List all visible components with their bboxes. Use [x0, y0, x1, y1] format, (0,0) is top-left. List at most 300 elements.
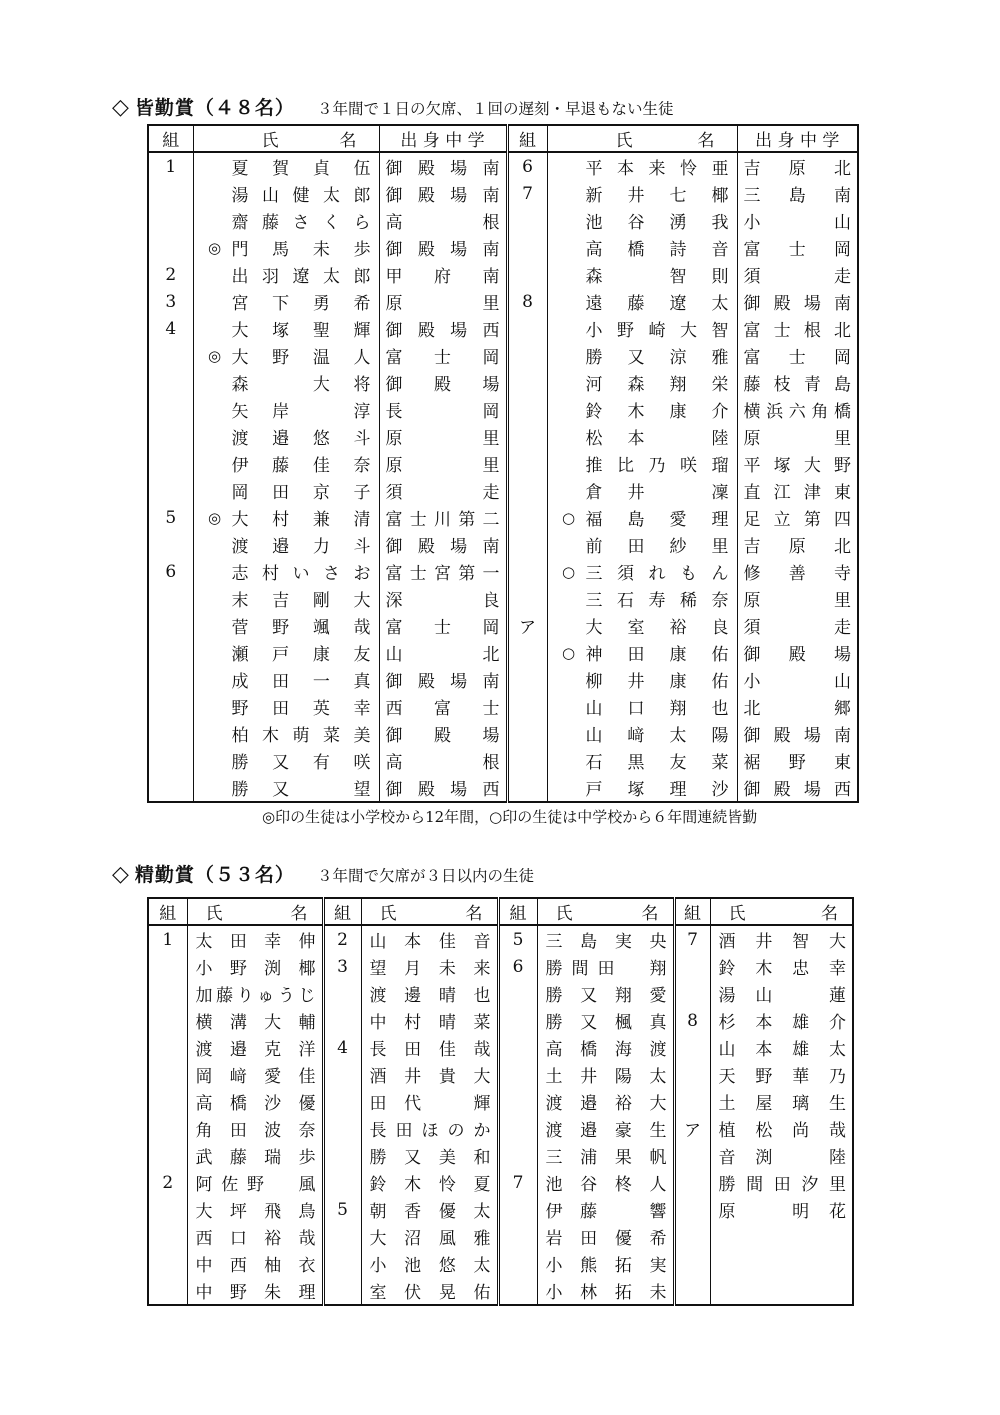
table-row [148, 1034, 853, 1061]
class-number: 6 [148, 558, 193, 585]
class-number [148, 1007, 187, 1034]
student-name-cell [547, 288, 737, 315]
class-number [148, 234, 193, 261]
class-number [148, 1196, 187, 1223]
header-name-left: 氏 [261, 131, 281, 151]
table-row [148, 666, 858, 693]
attendance-mark: ○ [561, 562, 576, 581]
table-row [148, 315, 858, 342]
class-number [148, 477, 193, 504]
class-number [507, 261, 547, 288]
student-name: 武藤瑞歩 [187, 1142, 323, 1169]
junior-high-school: 甲府南 [379, 261, 507, 288]
student-name: 小野崎大智 [585, 321, 729, 341]
class-number [148, 612, 193, 639]
class-number [507, 369, 547, 396]
header-class: 組 [498, 898, 537, 925]
student-name: 推比乃咲瑠 [585, 456, 729, 476]
class-number: 8 [674, 1007, 710, 1034]
student-name: 天野華乃 [710, 1061, 853, 1088]
good-attendance-table [147, 897, 854, 1306]
header-class: 組 [148, 898, 187, 925]
junior-high-school: 小 山 [737, 207, 858, 234]
class-number [148, 747, 193, 774]
student-name: 岡田京子 [231, 483, 371, 503]
table-row [148, 234, 858, 261]
junior-high-school: 御殿場 [379, 369, 507, 396]
junior-high-school: 御殿場南 [379, 666, 507, 693]
attendance-mark: ◎ [207, 238, 222, 257]
student-name: 酒井貴大 [361, 1061, 498, 1088]
student-name: 齋藤さくら [231, 213, 371, 233]
header-name-right: 名 [465, 904, 483, 924]
student-name: 倉井 凜 [585, 483, 729, 503]
attendance-mark: ○ [561, 508, 576, 527]
junior-high-school: 富士川第二 [379, 504, 507, 531]
junior-high-school: 長 岡 [379, 396, 507, 423]
junior-high-school: 富士根北 [737, 315, 858, 342]
class-number: 5 [148, 504, 193, 531]
student-name: 勝又涼雅 [585, 348, 729, 368]
student-name: 石黒友菜 [585, 753, 729, 773]
student-name-cell [547, 261, 737, 288]
student-name: 渡邊晴也 [361, 980, 498, 1007]
student-name-cell [547, 152, 737, 180]
student-name: 高橋沙優 [187, 1088, 323, 1115]
class-number [498, 1007, 537, 1034]
attendance-mark: ○ [561, 643, 576, 662]
junior-high-school: 藤枝青島 [737, 369, 858, 396]
student-name: 田代 輝 [361, 1088, 498, 1115]
class-number [507, 423, 547, 450]
junior-high-school: 原 里 [737, 585, 858, 612]
student-name-cell [547, 585, 737, 612]
student-name: 渡邉力斗 [231, 537, 371, 557]
class-number [498, 1250, 537, 1277]
student-name: 角田波奈 [187, 1115, 323, 1142]
diamond-icon: ◇ [112, 862, 129, 887]
junior-high-school: 須 走 [737, 261, 858, 288]
junior-high-school: 御殿場南 [379, 180, 507, 207]
class-number [507, 720, 547, 747]
header-name-left: 氏 [728, 904, 746, 924]
junior-high-school: 吉原北 [737, 152, 858, 180]
header-name-right: 名 [697, 131, 717, 151]
table-row [148, 450, 858, 477]
student-name: 池谷湧我 [585, 213, 729, 233]
section2-heading [112, 860, 534, 887]
class-number [498, 1142, 537, 1169]
class-number [507, 558, 547, 585]
junior-high-school: 北 郷 [737, 693, 858, 720]
student-name: 中村晴菜 [361, 1007, 498, 1034]
student-name-cell [193, 666, 379, 693]
table-row [148, 1196, 853, 1223]
student-name-cell [547, 207, 737, 234]
table-row [148, 558, 858, 585]
class-number [507, 774, 547, 802]
table-row [148, 612, 858, 639]
student-name: 志村いさお [231, 564, 371, 584]
class-number: 5 [498, 925, 537, 953]
class-number [507, 207, 547, 234]
student-name-cell [193, 693, 379, 720]
junior-high-school: 御殿場南 [737, 720, 858, 747]
junior-high-school: 直江津東 [737, 477, 858, 504]
student-name: 加藤りゅうじ [187, 980, 323, 1007]
header-name [537, 898, 674, 925]
student-name: 柏木萌菜美 [231, 726, 371, 746]
class-number [148, 1034, 187, 1061]
student-name-cell [547, 558, 737, 585]
junior-high-school: 御殿場南 [379, 234, 507, 261]
student-name-cell [547, 747, 737, 774]
student-name: 原 明花 [710, 1196, 853, 1223]
junior-high-school: 須 走 [379, 477, 507, 504]
student-name-cell [547, 369, 737, 396]
header-name-right: 名 [821, 904, 838, 924]
student-name: 杉本雄介 [710, 1007, 853, 1034]
class-number [323, 1061, 361, 1088]
table-row [148, 1277, 853, 1305]
student-name-cell [547, 720, 737, 747]
table-row [148, 1250, 853, 1277]
junior-high-school: 横浜六角橋 [737, 396, 858, 423]
student-name-cell [547, 234, 737, 261]
junior-high-school: 高 根 [379, 207, 507, 234]
table-row [148, 747, 858, 774]
class-number: 6 [498, 953, 537, 980]
student-name: 勝間田 翔 [537, 953, 674, 980]
student-name: 三石寿稀奈 [585, 591, 729, 611]
junior-high-school: 富士岡 [737, 234, 858, 261]
student-name: 夏賀貞伍 [231, 159, 371, 179]
student-name: 菅野颯哉 [231, 618, 371, 638]
class-number [148, 1142, 187, 1169]
student-name-cell [193, 152, 379, 180]
header-class: 組 [323, 898, 361, 925]
student-name: 野田英幸 [231, 699, 371, 719]
student-name-cell [193, 747, 379, 774]
student-name: 山本雄太 [710, 1034, 853, 1061]
student-name: 酒井智大 [710, 925, 853, 953]
class-number [498, 1088, 537, 1115]
junior-high-school: 小 山 [737, 666, 858, 693]
student-name: 神田康佑 [585, 645, 729, 665]
student-name-cell [193, 531, 379, 558]
table-row [148, 423, 858, 450]
student-name [710, 1250, 853, 1277]
student-name: 三須れもん [585, 564, 729, 584]
class-number [674, 1223, 710, 1250]
student-name: 大村兼清 [231, 510, 371, 530]
student-name-cell [193, 504, 379, 531]
student-name: 植松尚哉 [710, 1115, 853, 1142]
student-name: 土井陽太 [537, 1061, 674, 1088]
header-school: 出 身 中 学 [379, 125, 507, 152]
table-header-row [148, 898, 853, 925]
attendance-mark: ◎ [207, 508, 222, 527]
class-number: 3 [148, 288, 193, 315]
header-name-left: 氏 [615, 131, 635, 151]
student-name: 渡邉裕大 [537, 1088, 674, 1115]
header-name-right: 名 [290, 904, 308, 924]
student-name: 三島実央 [537, 925, 674, 953]
student-name: 高橋海渡 [537, 1034, 674, 1061]
student-name: 大沼風雅 [361, 1223, 498, 1250]
class-number [498, 1277, 537, 1305]
student-name-cell [193, 288, 379, 315]
student-name: 岩田優希 [537, 1223, 674, 1250]
student-name: 太田幸伸 [187, 925, 323, 953]
student-name: 小野渕椰 [187, 953, 323, 980]
class-number: 7 [498, 1169, 537, 1196]
class-number: 1 [148, 152, 193, 180]
student-name-cell [547, 504, 737, 531]
student-name-cell [193, 720, 379, 747]
class-number [148, 1061, 187, 1088]
student-name-cell [193, 261, 379, 288]
student-name: 松本 陸 [585, 429, 729, 449]
class-number: 8 [507, 288, 547, 315]
student-name-cell [547, 774, 737, 802]
table-row [148, 207, 858, 234]
student-name: 出羽遼太郎 [231, 267, 371, 287]
student-name: 音渕 陸 [710, 1142, 853, 1169]
student-name: 長田ほのか [361, 1115, 498, 1142]
class-number [674, 1142, 710, 1169]
student-name: 望月未来 [361, 953, 498, 980]
student-name: 山本佳音 [361, 925, 498, 953]
class-number: 2 [148, 261, 193, 288]
table-row [148, 1142, 853, 1169]
student-name-cell [193, 396, 379, 423]
junior-high-school: 御殿場西 [737, 774, 858, 802]
table-row [148, 774, 858, 802]
class-number [323, 1223, 361, 1250]
junior-high-school: 深 良 [379, 585, 507, 612]
student-name-cell [193, 369, 379, 396]
header-name-left: 氏 [555, 904, 573, 924]
class-number: 5 [323, 1196, 361, 1223]
student-name: 前田紗里 [585, 537, 729, 557]
class-number: ア [507, 612, 547, 639]
student-name: 戸塚理沙 [585, 780, 729, 800]
student-name: 大室裕良 [585, 618, 729, 638]
student-name: 宮下勇希 [231, 294, 371, 314]
junior-high-school: 御殿場西 [379, 315, 507, 342]
student-name [710, 1223, 853, 1250]
student-name-cell [547, 666, 737, 693]
student-name: 河森翔栄 [585, 375, 729, 395]
class-number [674, 1088, 710, 1115]
student-name: 鈴木康介 [585, 402, 729, 422]
header-name-right: 名 [641, 904, 659, 924]
student-name: 瀬戸康友 [231, 645, 371, 665]
student-name: 阿佐野 風 [187, 1169, 323, 1196]
junior-high-school: 原 里 [379, 288, 507, 315]
student-name-cell [193, 477, 379, 504]
table-row [148, 1061, 853, 1088]
class-number [674, 1169, 710, 1196]
student-name: 横溝大輔 [187, 1007, 323, 1034]
class-number [148, 1088, 187, 1115]
student-name: 伊藤佳奈 [231, 456, 371, 476]
header-name [361, 898, 498, 925]
table-row [148, 369, 858, 396]
class-number [498, 1115, 537, 1142]
class-number [148, 180, 193, 207]
class-number [148, 1250, 187, 1277]
header-school: 出 身 中 学 [737, 125, 858, 152]
student-name: 中野朱理 [187, 1277, 323, 1305]
junior-high-school: 富士岡 [379, 612, 507, 639]
student-name: 湯山健太郎 [231, 186, 371, 206]
student-name: 土屋璃生 [710, 1088, 853, 1115]
student-name: 室伏晃佑 [361, 1277, 498, 1305]
junior-high-school: 御殿場南 [379, 531, 507, 558]
student-name: 渡邉悠斗 [231, 429, 371, 449]
junior-high-school: 足立第四 [737, 504, 858, 531]
student-name: 渡邉克洋 [187, 1034, 323, 1061]
diamond-icon: ◇ [112, 95, 129, 120]
class-number [148, 720, 193, 747]
header-name-right: 名 [339, 131, 359, 151]
class-number [148, 1115, 187, 1142]
class-number [148, 531, 193, 558]
student-name: 末吉剛大 [231, 591, 371, 611]
table-row [148, 477, 858, 504]
student-name: 大野温人 [231, 348, 371, 368]
student-name [710, 1277, 853, 1305]
student-name: 池谷柊人 [537, 1169, 674, 1196]
student-name: 福島愛理 [585, 510, 729, 530]
class-number [507, 585, 547, 612]
student-name: 大塚聖輝 [231, 321, 371, 341]
header-name [547, 125, 737, 152]
table-row [148, 504, 858, 531]
junior-high-school: 御殿場南 [737, 288, 858, 315]
section1-heading [112, 93, 673, 120]
section1-title: 皆勤賞（４８名） [134, 97, 295, 119]
class-number [148, 585, 193, 612]
table-row [148, 288, 858, 315]
section2-title: 精勤賞（５３名） [134, 864, 295, 886]
class-number: 2 [323, 925, 361, 953]
student-name-cell [547, 450, 737, 477]
student-name: 小熊拓実 [537, 1250, 674, 1277]
class-number [507, 234, 547, 261]
student-name-cell [193, 234, 379, 261]
header-class: 組 [674, 898, 710, 925]
junior-high-school: 富士宮第一 [379, 558, 507, 585]
student-name: 西口裕哉 [187, 1223, 323, 1250]
header-name-left: 氏 [379, 904, 397, 924]
class-number [674, 1250, 710, 1277]
junior-high-school: 御殿場 [379, 720, 507, 747]
student-name: 遠藤遼太 [585, 294, 729, 314]
class-number [507, 342, 547, 369]
table-row [148, 720, 858, 747]
class-number: 4 [323, 1034, 361, 1061]
class-number [674, 1061, 710, 1088]
student-name: 勝又有咲 [231, 753, 371, 773]
class-number [507, 693, 547, 720]
class-number [498, 1034, 537, 1061]
junior-high-school: 御殿場西 [379, 774, 507, 802]
table-row [148, 1088, 853, 1115]
student-name: 高橋詩音 [585, 240, 729, 260]
student-name: 矢岸 淳 [231, 402, 371, 422]
junior-high-school: 高 根 [379, 747, 507, 774]
header-class: 組 [148, 125, 193, 152]
table-row [148, 1007, 853, 1034]
student-name: 鈴木怜夏 [361, 1169, 498, 1196]
perfect-attendance-table [147, 124, 859, 803]
student-name: 中西柚衣 [187, 1250, 323, 1277]
student-name: 朝香優太 [361, 1196, 498, 1223]
student-name: 勝又美和 [361, 1142, 498, 1169]
class-number [323, 1277, 361, 1305]
student-name: 小林拓未 [537, 1277, 674, 1305]
student-name-cell [193, 558, 379, 585]
class-number [498, 980, 537, 1007]
header-class: 組 [507, 125, 547, 152]
junior-high-school: 西富士 [379, 693, 507, 720]
junior-high-school: 平塚大野 [737, 450, 858, 477]
class-number [507, 315, 547, 342]
student-name-cell [193, 207, 379, 234]
table-row [148, 693, 858, 720]
junior-high-school: 原 里 [379, 423, 507, 450]
class-number [148, 639, 193, 666]
student-name: 勝又楓真 [537, 1007, 674, 1034]
junior-high-school: 須 走 [737, 612, 858, 639]
student-name: 森 智則 [585, 267, 729, 287]
student-name-cell [547, 315, 737, 342]
class-number [498, 1223, 537, 1250]
student-name: 湯山 蓮 [710, 980, 853, 1007]
class-number: 1 [148, 925, 187, 953]
class-number [148, 450, 193, 477]
student-name-cell [547, 396, 737, 423]
student-name: 山﨑太陽 [585, 726, 729, 746]
class-number: 6 [507, 152, 547, 180]
header-name-left: 氏 [205, 904, 223, 924]
class-number [507, 504, 547, 531]
class-number [148, 342, 193, 369]
student-name-cell [193, 639, 379, 666]
student-name: 鈴木忠幸 [710, 953, 853, 980]
table-header-row [148, 125, 858, 152]
section2-description: ３年間で欠席が３日以内の生徒 [316, 867, 534, 885]
table-row [148, 261, 858, 288]
class-number [323, 1142, 361, 1169]
junior-high-school: 山 北 [379, 639, 507, 666]
class-number [674, 1034, 710, 1061]
header-name [193, 125, 379, 152]
table-row [148, 1223, 853, 1250]
table-row [148, 396, 858, 423]
student-name: 伊藤 響 [537, 1196, 674, 1223]
student-name: 勝間田汐里 [710, 1169, 853, 1196]
student-name-cell [547, 477, 737, 504]
class-number [323, 1115, 361, 1142]
student-name-cell [193, 180, 379, 207]
junior-high-school: 吉原北 [737, 531, 858, 558]
class-number: 4 [148, 315, 193, 342]
class-number [323, 1088, 361, 1115]
